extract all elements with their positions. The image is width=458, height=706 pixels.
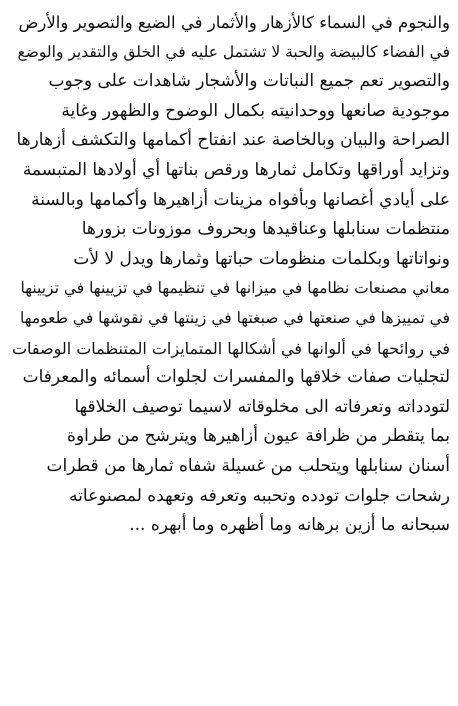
text-line-2: في الفضاء كالبيضة والحبة لا تشتمل عليه في الخلق والتقدير والوضع xyxy=(17,42,450,61)
text-line-6: وتزايد أوراقها وتكامل ثمارها ورقص بناتها أي أولادها المتبسمة xyxy=(22,159,450,180)
text-line-1: والنجوم في السماء كالأزهار والأثمار في الضيع والتصوير والأرض xyxy=(18,13,450,32)
text-line-16: أسنان سنابلها ويتحلب من غسيلة شفاه ثمارها من قطرات xyxy=(46,455,450,476)
text-line-12: في روائحها في ألوانها في أشكالها المتمايزات المتنظمات الوصفات xyxy=(11,338,450,358)
arabic-text-block xyxy=(8,8,450,541)
text-line-13: لتجليات صفات خلاقها والمفسرات لجلوات أسمائه والمعرفات xyxy=(22,367,450,388)
text-line-7: على أيادي أغصانها وبأفواه مزينات أزاهيرها وأكمامها وبالسنة xyxy=(31,189,450,210)
text-line-15: بما يتقطر من ظرافة عيون أزاهيرها ويترشح من طراوة xyxy=(67,426,450,447)
text-line-5: الصراحة والبيان وبالخاصة عند انفتاح أكمامها والتكشف أزهارها xyxy=(16,130,450,151)
text-line-18: سبحانه ما أزين برهانه وما أظهره وما أبهره ... xyxy=(129,515,450,536)
text-line-9: ونواتاتها وبكلمات منظومات حباتها وثمارها ويدل لا لأت xyxy=(73,248,450,269)
text-line-10: معاني مصنعات نظامها في ميزانها في تنظيمها في تزيينها في تزيينها xyxy=(20,279,450,298)
text-line-8: منتظمات سنابلها وعناقيدها وبحروف موزونات بزورها xyxy=(81,219,450,240)
text-line-14: لتودداته وتعرفاته الى مخلوقاته لاسيما توصيف الخلاقها xyxy=(74,396,450,417)
text-line-17: رشحات جلوات تودده وتحببه وتعرفه وتعهده لمصنوعاته xyxy=(69,485,450,506)
text-line-4: موجودية صانعها ووحدانيته بكمال الوضوح والظهور وغاية xyxy=(61,100,450,121)
text-line-11: في تمييزها في صنعتها في صبغتها في زينتها في نقوشها في طعومها xyxy=(20,308,450,327)
text-line-3: والتصوير تعم جميع النباتات والأشجار شاهدات على وجوب xyxy=(48,71,450,92)
